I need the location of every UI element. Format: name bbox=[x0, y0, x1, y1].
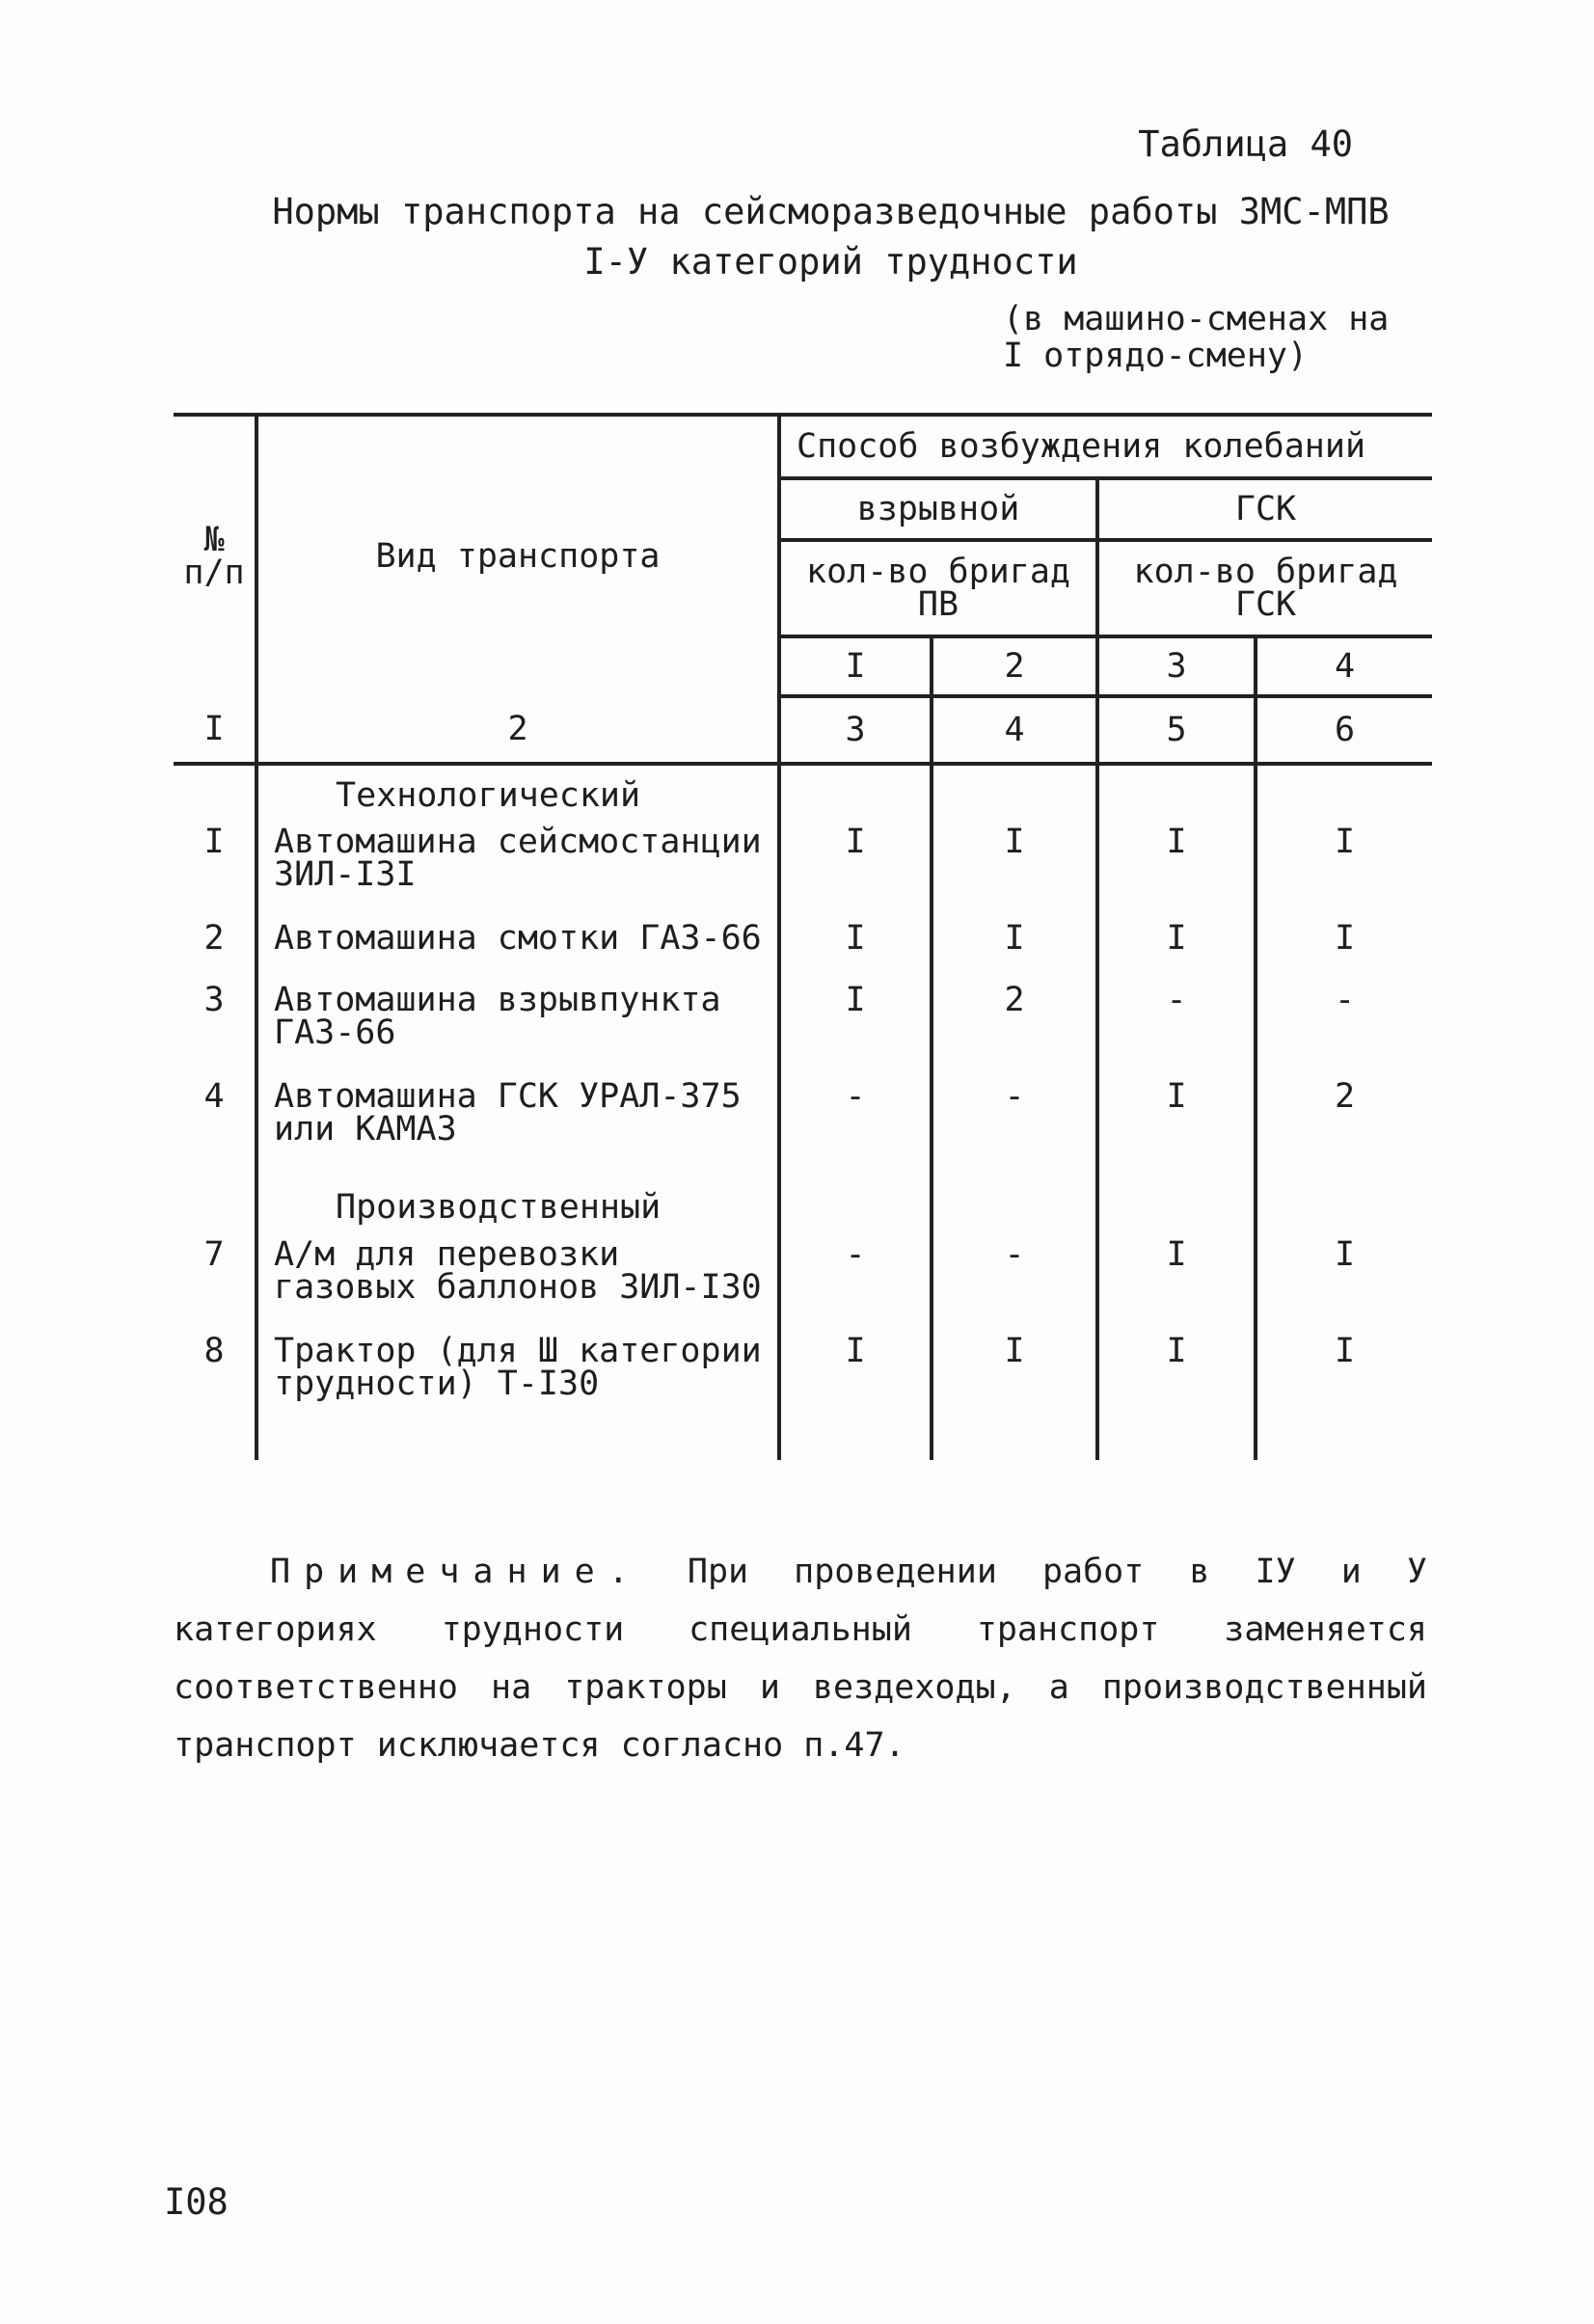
table-row bbox=[174, 1335, 1432, 1460]
header-brigades-gsk: кол-во бригад ГСК bbox=[1097, 540, 1432, 636]
table-cell: 2 bbox=[932, 984, 1097, 1080]
table-cell bbox=[932, 1176, 1097, 1238]
units-note bbox=[1003, 301, 1389, 374]
table-cell: 8 bbox=[174, 1335, 257, 1460]
table-cell: I bbox=[1334, 1235, 1356, 1274]
table-cell: - bbox=[1097, 984, 1256, 1080]
table-cell bbox=[1256, 764, 1432, 825]
units-line-2: I отрядо-смену) bbox=[1003, 337, 1309, 375]
column-number: I bbox=[174, 696, 257, 764]
table-cell: I bbox=[779, 984, 932, 1080]
header-excitation: Способ возбуждения колебаний bbox=[779, 415, 1432, 478]
table-cell: I bbox=[1334, 1332, 1356, 1370]
column-number: 6 bbox=[1256, 696, 1432, 764]
table-cell: I bbox=[1097, 1335, 1256, 1460]
header-sub: I bbox=[779, 636, 932, 696]
table-cell: 7 bbox=[174, 1238, 257, 1335]
table-cell bbox=[174, 1176, 257, 1238]
column-number: 4 bbox=[932, 696, 1097, 764]
table-cell bbox=[1097, 1176, 1256, 1238]
header-sub: 3 bbox=[1097, 636, 1256, 696]
transport-norms-table bbox=[174, 413, 1432, 1460]
header-sub: 4 bbox=[1256, 636, 1432, 696]
table-cell: - bbox=[932, 1080, 1097, 1176]
table-cell: 2 bbox=[1334, 1077, 1356, 1116]
note-label: Примечание. bbox=[270, 1553, 642, 1591]
section-production: Производственный bbox=[257, 1176, 779, 1238]
table-cell bbox=[932, 764, 1097, 825]
table-row bbox=[174, 1238, 1432, 1335]
table-cell: 2 bbox=[174, 922, 257, 984]
table-row bbox=[174, 922, 1432, 984]
header-num: № п/п bbox=[174, 415, 257, 696]
table-cell: 4 bbox=[174, 1080, 257, 1176]
table-row bbox=[174, 825, 1432, 922]
header-vehicle: Вид транспорта bbox=[257, 415, 779, 696]
table-cell: - bbox=[779, 1238, 932, 1335]
table-cell bbox=[1097, 764, 1256, 825]
table-cell bbox=[779, 764, 932, 825]
table-cell: Автомашина сейсмостанции ЗИЛ-I3I bbox=[257, 825, 779, 922]
footnote bbox=[174, 1543, 1427, 1774]
column-number: 5 bbox=[1097, 696, 1256, 764]
header-gsk: ГСК bbox=[1097, 478, 1432, 540]
table-cell: Трактор (для Ш категории трудности) Т-I30 bbox=[257, 1335, 779, 1460]
header-sub: 2 bbox=[932, 636, 1097, 696]
table-cell: I bbox=[1097, 922, 1256, 984]
note-text: При проведении работ в IУ и У категориях трудности специальный транспорт заменяется соответственно на тракторы и вездеходы, а производственный транспорт исключается согласно п.47. bbox=[174, 1553, 1427, 1765]
table-cell: I bbox=[1334, 919, 1356, 958]
table-cell bbox=[174, 764, 257, 825]
column-number: 2 bbox=[257, 696, 779, 764]
section-technological: Технологический bbox=[257, 764, 779, 825]
table-cell: А/м для перевозки газовых баллонов ЗИЛ-I30 bbox=[257, 1238, 779, 1335]
table-cell: I bbox=[1097, 1238, 1256, 1335]
table-cell: Автомашина ГСК УРАЛ-375 или КАМАЗ bbox=[257, 1080, 779, 1176]
table-cell: I bbox=[174, 825, 257, 922]
table-cell bbox=[1256, 1176, 1432, 1238]
table-cell: I bbox=[779, 1335, 932, 1460]
table-cell: - bbox=[779, 1080, 932, 1176]
table-cell: I bbox=[779, 922, 932, 984]
table-row bbox=[174, 1080, 1432, 1176]
units-line-1: (в машино-сменах на bbox=[1003, 300, 1390, 338]
table-cell: I bbox=[932, 1335, 1097, 1460]
table-cell: I bbox=[1097, 1080, 1256, 1176]
table-cell bbox=[779, 1176, 932, 1238]
page-number: I08 bbox=[164, 2181, 229, 2223]
table-cell: I bbox=[779, 825, 932, 922]
table-title: Нормы транспорта на сейсморазведочные работы ЗМС-МПВ bbox=[272, 191, 1390, 232]
table-cell: - bbox=[1334, 981, 1356, 1019]
table-cell: I bbox=[1097, 825, 1256, 922]
table-cell: I bbox=[932, 825, 1097, 922]
table-cell: 3 bbox=[174, 984, 257, 1080]
table-cell: Автомашина смотки ГАЗ-66 bbox=[257, 922, 779, 984]
table-label: Таблица 40 bbox=[1138, 123, 1353, 165]
table-subtitle: I-У категорий трудности bbox=[583, 241, 1078, 283]
table-cell: - bbox=[932, 1238, 1097, 1335]
table-row bbox=[174, 984, 1432, 1080]
header-explosive: взрывной bbox=[779, 478, 1097, 540]
table-cell: Автомашина взрывпункта ГАЗ-66 bbox=[257, 984, 779, 1080]
table-cell: I bbox=[1334, 823, 1356, 861]
table-cell: I bbox=[932, 922, 1097, 984]
header-brigades-pv: кол-во бригад ПВ bbox=[779, 540, 1097, 636]
column-number: 3 bbox=[779, 696, 932, 764]
